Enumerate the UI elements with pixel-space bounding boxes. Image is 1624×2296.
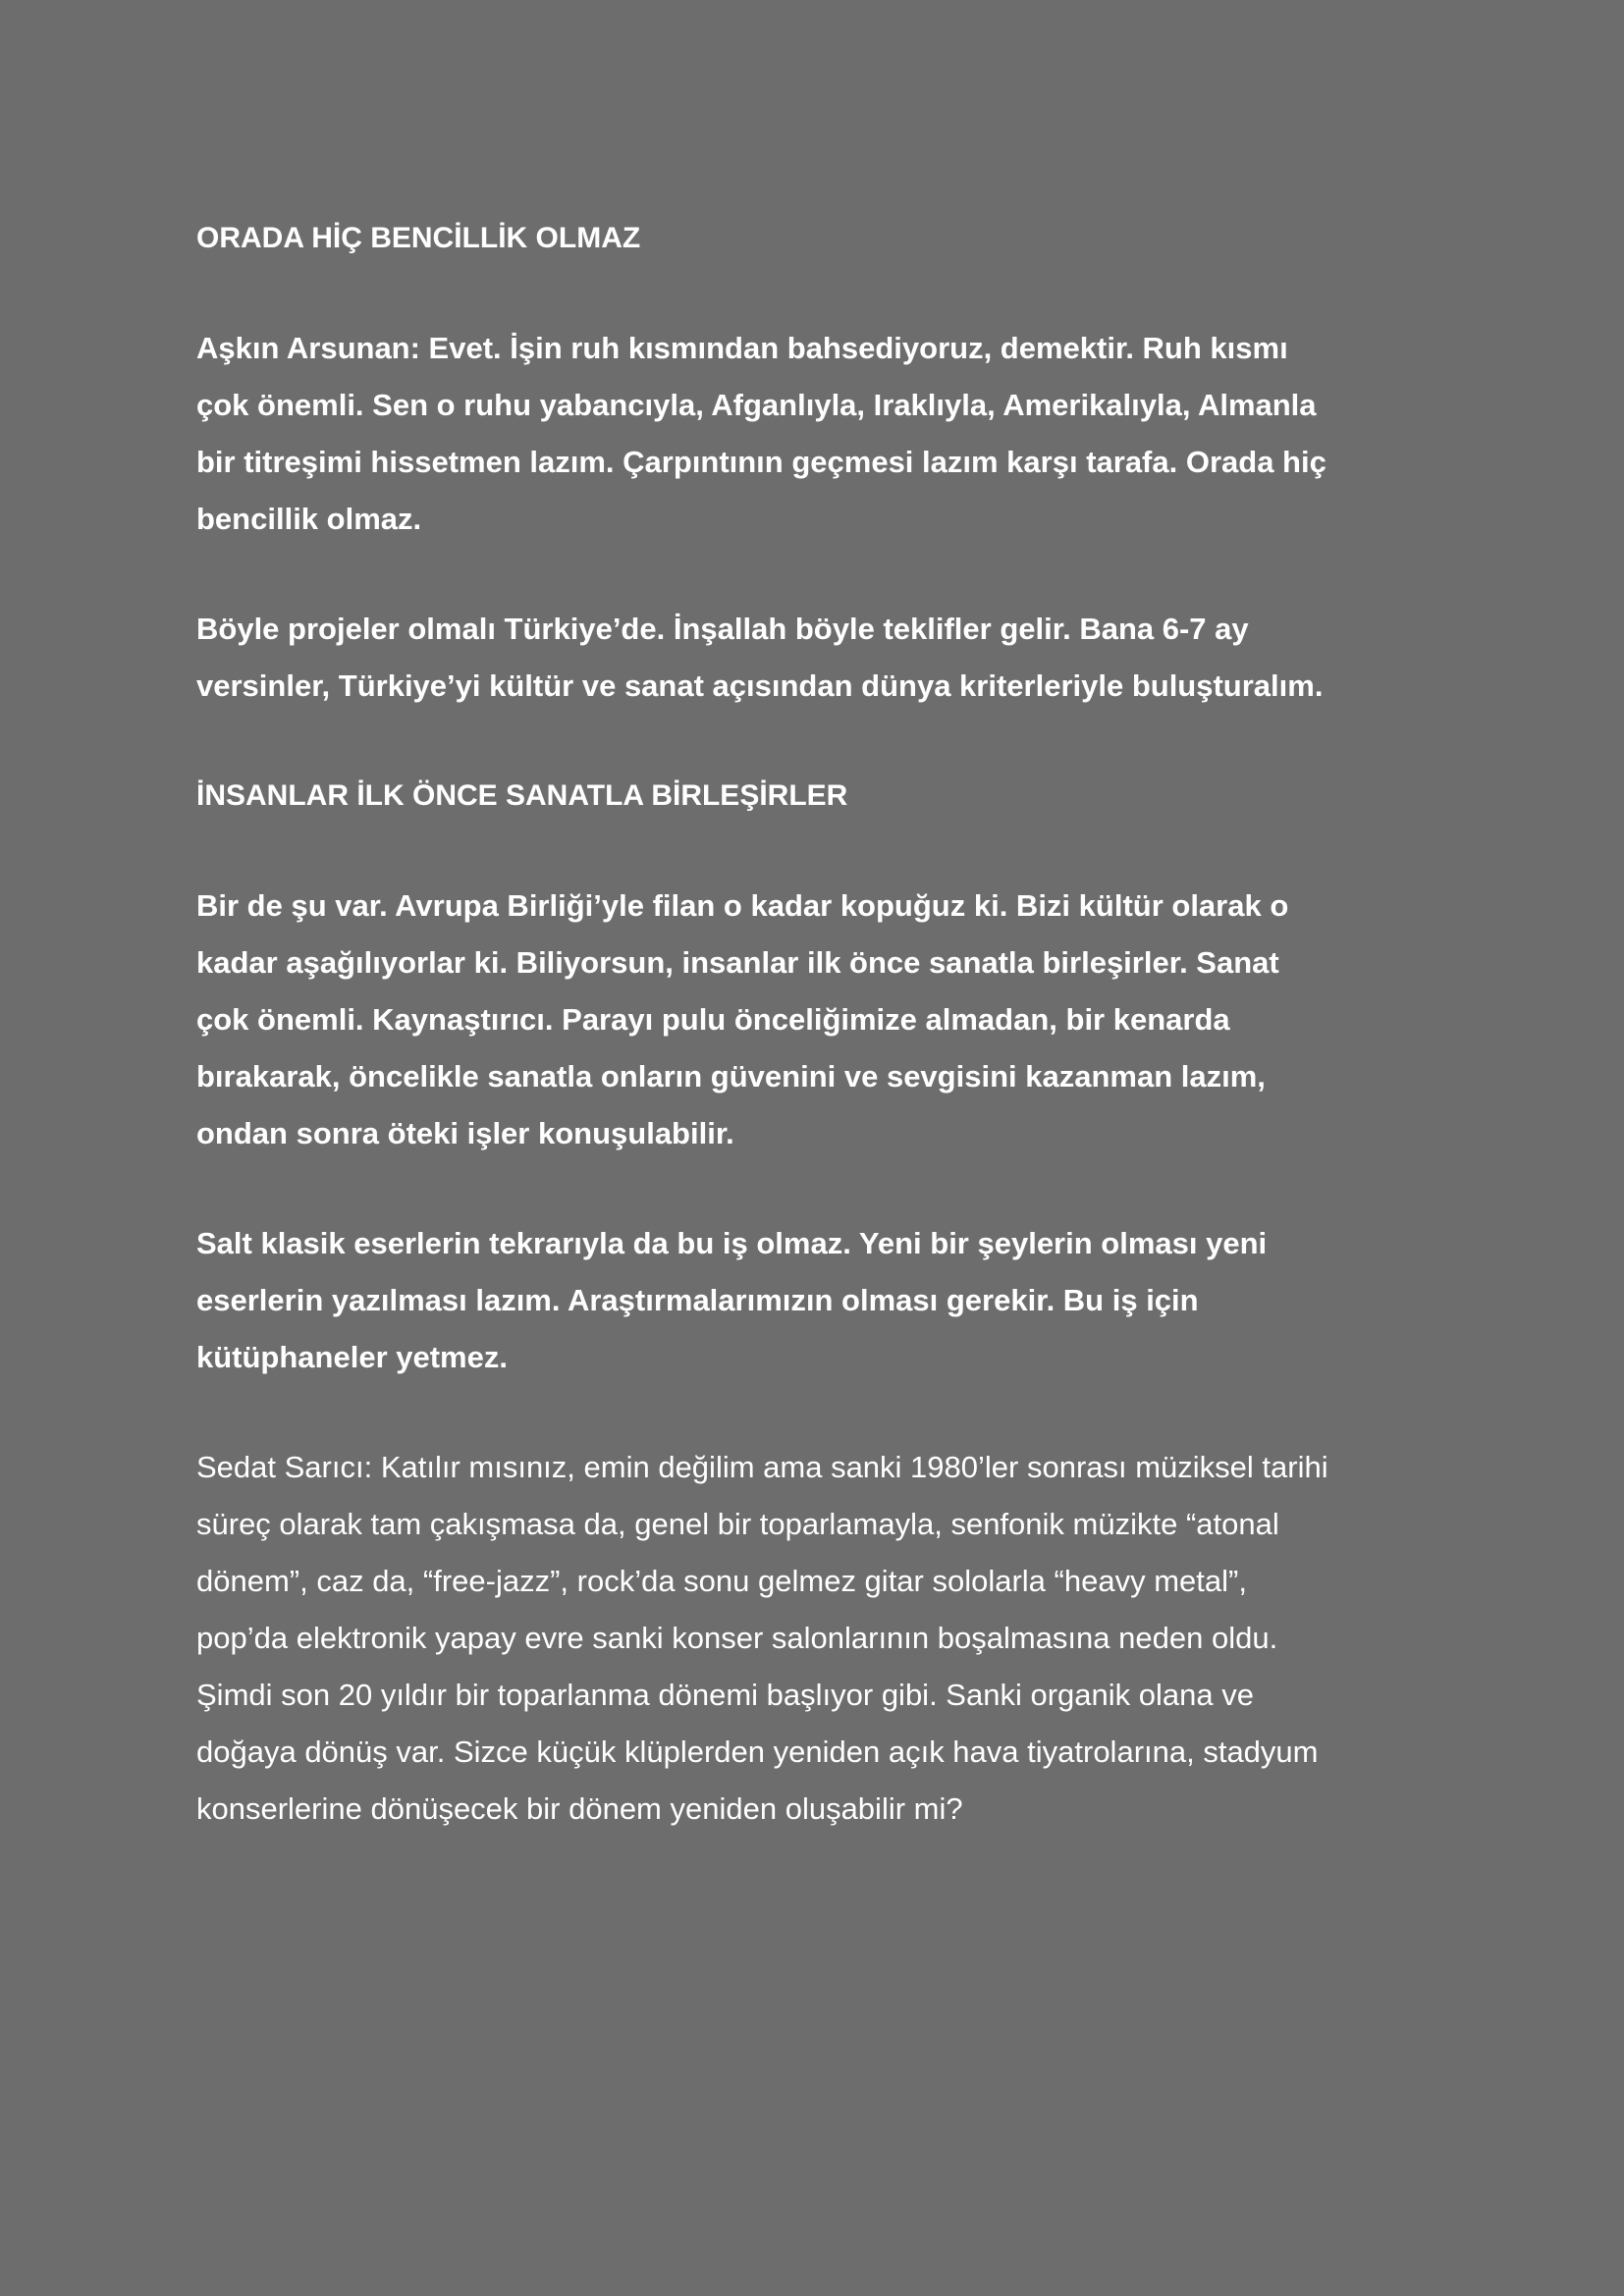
section-heading: İNSANLAR İLK ÖNCE SANATLA BİRLEŞİRLER	[196, 779, 848, 812]
text-line: Sedat Sarıcı: Katılır mısınız, emin değilim ama sanki 1980’ler sonrası müziksel tarihi	[196, 1450, 1328, 1484]
text-line: dönem”, caz da, “free-jazz”, rock’da sonu gelmez gitar sololarla “heavy metal”,	[196, 1564, 1247, 1598]
spacer	[196, 825, 1434, 878]
document-page	[196, 210, 1434, 1838]
spacer	[196, 267, 1434, 320]
paragraph	[196, 320, 1434, 548]
text-line: doğaya dönüş var. Sizce küçük klüplerden yeniden açık hava tiyatrolarına, stadyum	[196, 1735, 1319, 1769]
text-line: süreç olarak tam çakışmasa da, genel bir toparlamayla, senfonik müzikte “atonal	[196, 1507, 1279, 1541]
text-line: konserlerine dönüşecek bir dönem yeniden oluşabilir mi?	[196, 1791, 963, 1826]
text-line: çok önemli. Sen o ruhu yabancıyla, Afganlıyla, Iraklıyla, Amerikalıyla, Almanla	[196, 388, 1317, 422]
text-line: pop’da elektronik yapay evre sanki konser salonlarının boşalmasına neden oldu.	[196, 1621, 1278, 1655]
section-heading: ORADA HİÇ BENCİLLİK OLMAZ	[196, 222, 641, 254]
text-line: Aşkın Arsunan: Evet. İşin ruh kısmından bahsediyoruz, demektir. Ruh kısmı	[196, 331, 1288, 365]
text-line: kütüphaneler yetmez.	[196, 1340, 508, 1374]
paragraph	[196, 601, 1434, 715]
paragraph	[196, 878, 1434, 1162]
text-line: Salt klasik eserlerin tekrarıyla da bu iş olmaz. Yeni bir şeylerin olması yeni	[196, 1226, 1268, 1260]
text-line: bencillik olmaz.	[196, 502, 422, 536]
text-line: Böyle projeler olmalı Türkiye’de. İnşallah böyle teklifler gelir. Bana 6-7 ay	[196, 612, 1249, 646]
spacer	[196, 1162, 1434, 1215]
text-line: kadar aşağılıyorlar ki. Biliyorsun, insanlar ilk önce sanatla birleşirler. Sanat	[196, 945, 1279, 980]
text-line: versinler, Türkiye’yi kültür ve sanat açısından dünya kriterleriyle buluşturalım.	[196, 668, 1324, 703]
spacer	[196, 1386, 1434, 1439]
text-line: bir titreşimi hissetmen lazım. Çarpıntının geçmesi lazım karşı tarafa. Orada hiç	[196, 445, 1326, 479]
text-line: ondan sonra öteki işler konuşulabilir.	[196, 1116, 734, 1150]
text-line: bırakarak, öncelikle sanatla onların güvenini ve sevgisini kazanman lazım,	[196, 1059, 1266, 1094]
paragraph	[196, 1439, 1434, 1838]
text-line: çok önemli. Kaynaştırıcı. Parayı pulu önceliğimize almadan, bir kenarda	[196, 1002, 1230, 1037]
text-line: Bir de şu var. Avrupa Birliği’yle filan o kadar kopuğuz ki. Bizi kültür olarak o	[196, 888, 1289, 923]
spacer	[196, 548, 1434, 601]
text-line: eserlerin yazılması lazım. Araştırmalarımızın olması gerekir. Bu iş için	[196, 1283, 1199, 1317]
spacer	[196, 715, 1434, 768]
paragraph	[196, 1215, 1434, 1386]
text-line: Şimdi son 20 yıldır bir toparlanma dönemi başlıyor gibi. Sanki organik olana ve	[196, 1678, 1254, 1712]
